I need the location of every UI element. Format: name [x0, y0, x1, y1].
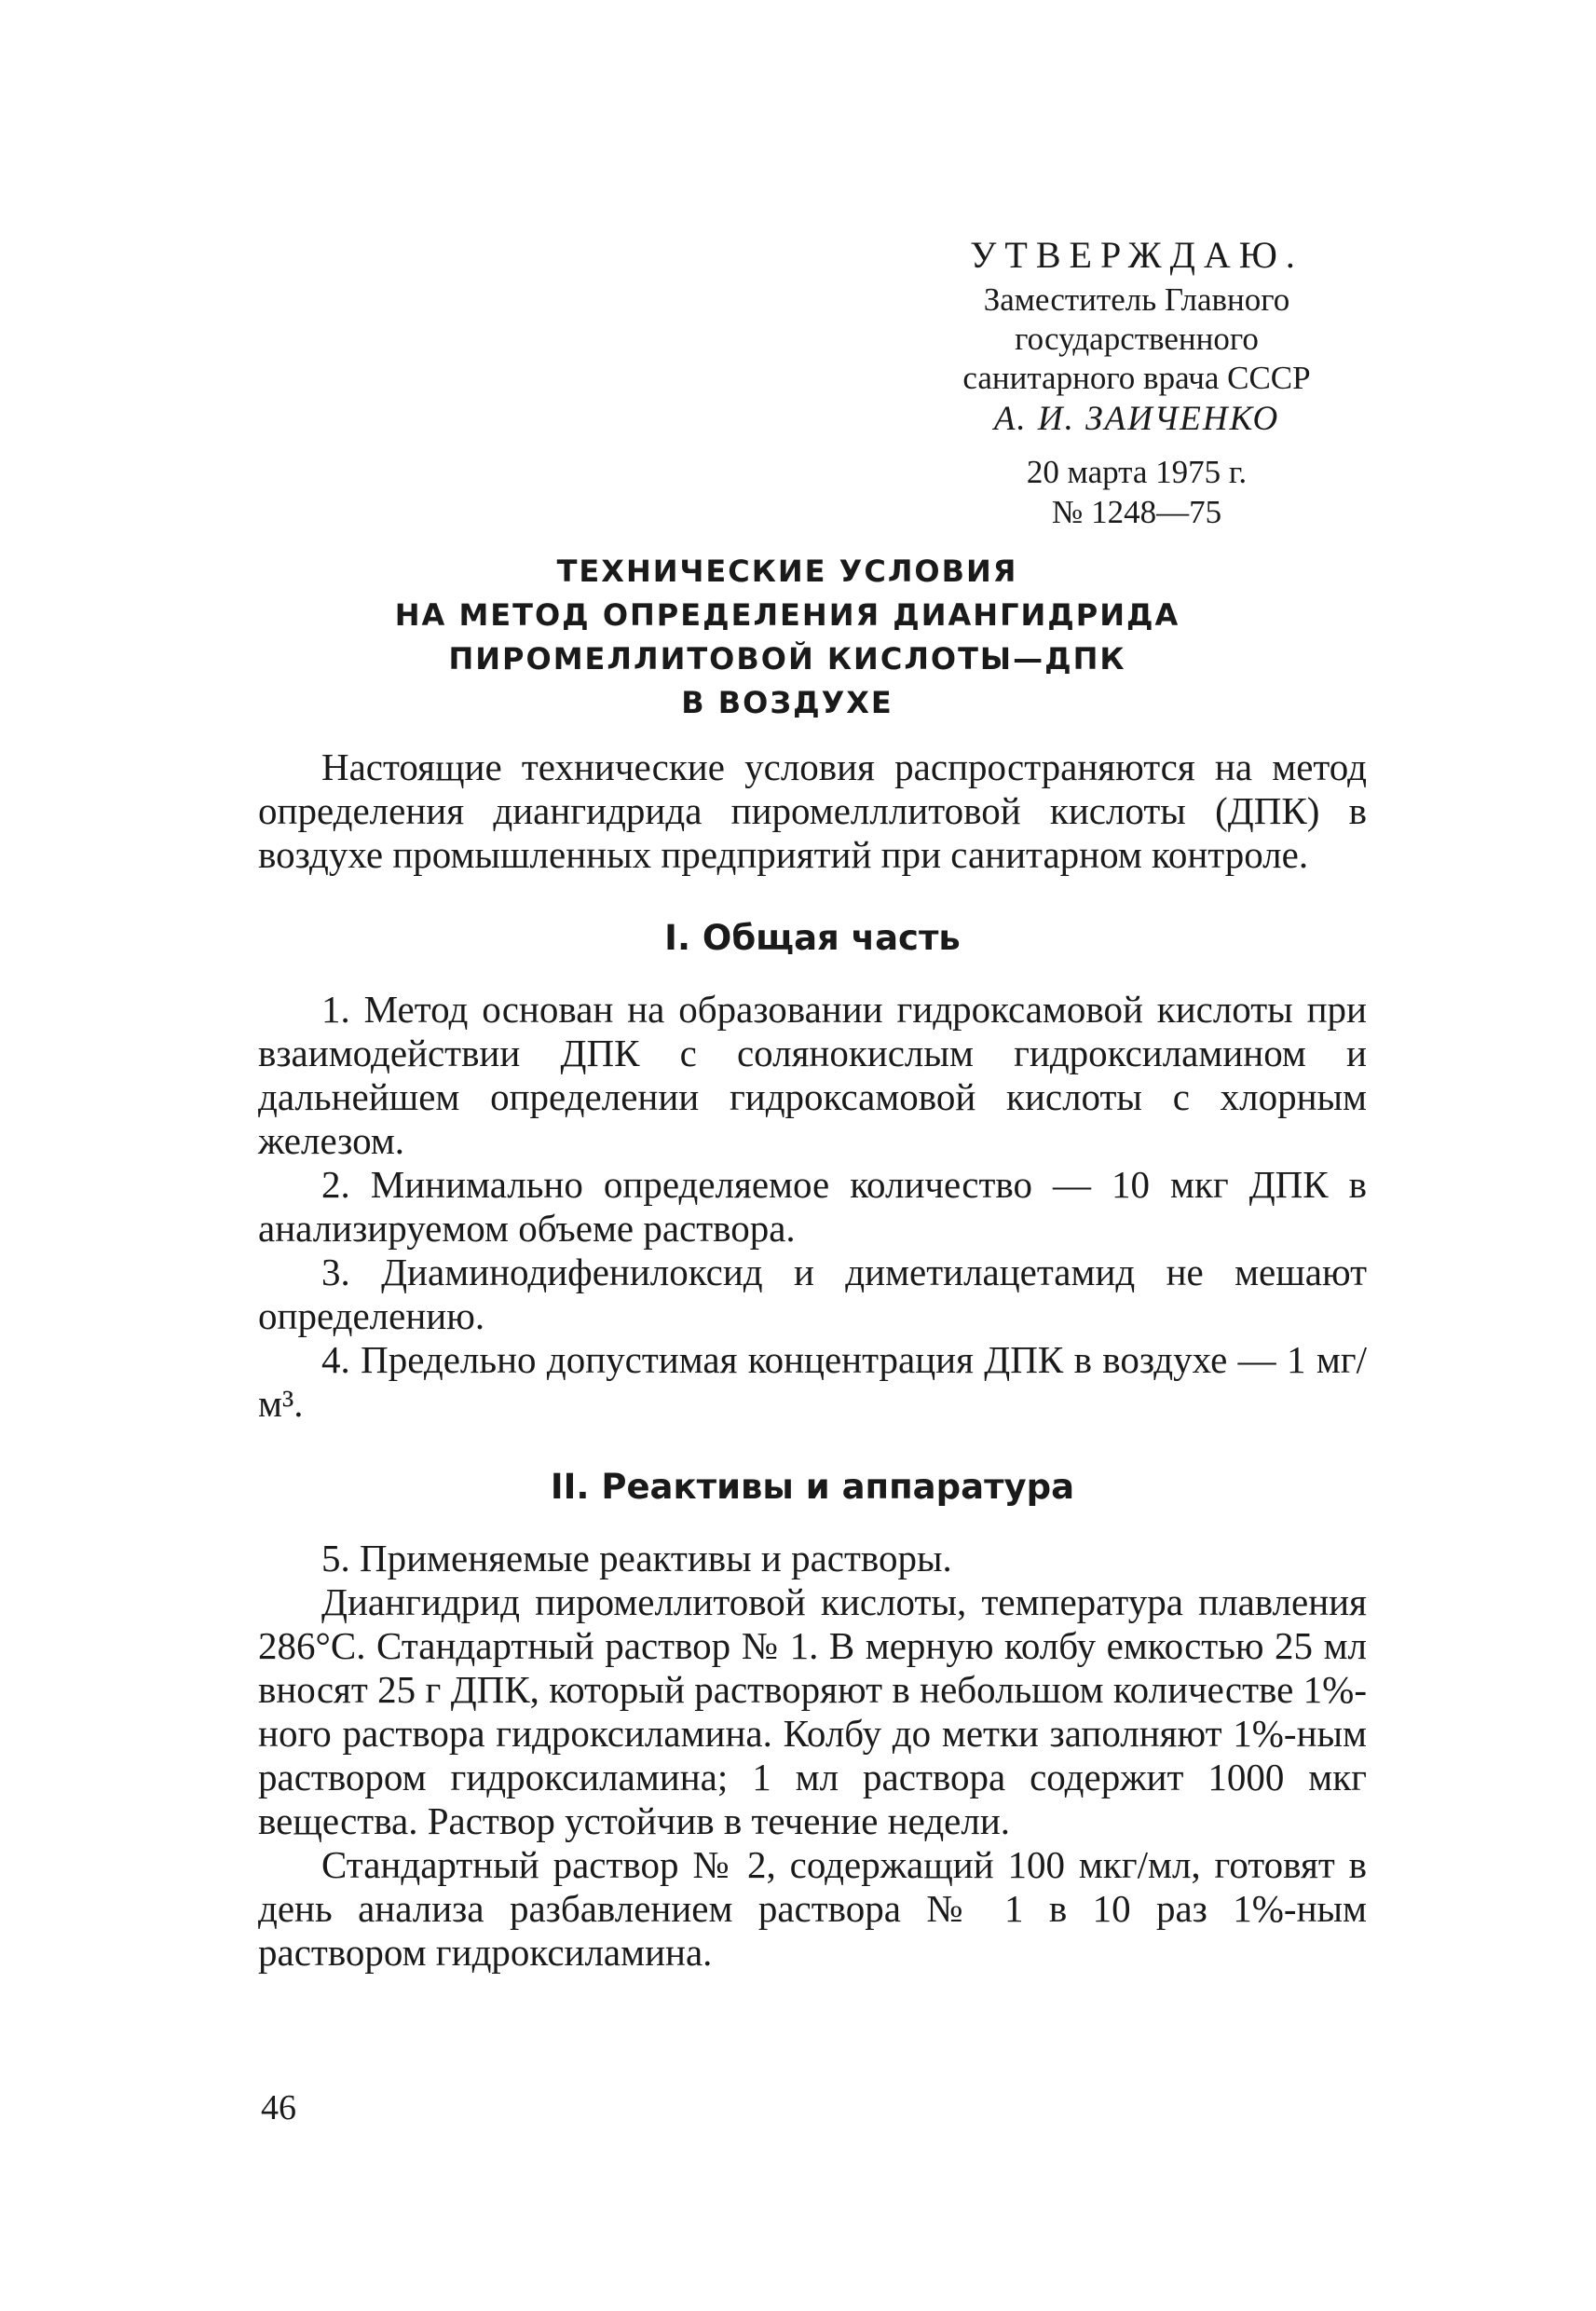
document-body: [258, 745, 1367, 1975]
section-2-paragraph: Стандартный раствор № 2, содержащий 100 мкг/мл, готовят в день анализа разбавлением раствора № 1 в 10 раз 1%-ным раствором гидроксиламина.: [258, 1843, 1367, 1974]
approval-signer: А. И. ЗАИЧЕНКО: [993, 400, 1280, 438]
document-title-line: НА МЕТОД ОПРЕДЕЛЕНИЯ ДИАНГИДРИДА: [394, 597, 1180, 633]
intro-paragraph: Настоящие технические условия распространяются на метод определения диангидрида пиромелллитовой кислоты (ДПК) в воздухе промышленных предприятий при санитарном контроле.: [258, 745, 1367, 876]
approval-number: № 1248—75: [1051, 494, 1222, 530]
approval-position-line: санитарного врача СССР: [962, 360, 1311, 396]
section-1-item: 1. Метод основан на образовании гидроксамовой кислоты при взаимодействии ДПК с солянокислым гидроксиламином и дальнейшем определении гидроксамовой кислоты с хлорным железом.: [258, 988, 1367, 1162]
approval-position-line: Заместитель Главного: [983, 281, 1290, 318]
section-2-paragraph: 5. Применяемые реактивы и растворы.: [321, 1537, 952, 1579]
approval-block: [894, 233, 1379, 532]
approval-date: 20 марта 1975 г.: [1026, 454, 1248, 490]
section-1-item: 2. Минимально определяемое количество — 10 мкг ДПК в анализируемом объеме раствора.: [258, 1163, 1367, 1250]
document-title-line: В ВОЗДУХЕ: [681, 685, 893, 720]
page-number: 46: [261, 2088, 296, 2127]
section-1-item: 4. Предельно допустимая концентрация ДПК в воздухе — 1 мг/м³.: [258, 1338, 1367, 1425]
section-1-item: 3. Диаминодифенилоксид и диметилацетамид не мешают определению.: [258, 1251, 1367, 1337]
spacer: [258, 1509, 1367, 1537]
document-title: [261, 550, 1314, 725]
section-1-heading: I. Общая часть: [664, 918, 961, 958]
document-title-line: ПИРОМЕЛЛИТОВОЙ КИСЛОТЫ—ДПК: [448, 641, 1126, 677]
approval-position-line: государственного: [1015, 321, 1259, 357]
section-2-paragraph: Диангидрид пиромеллитовой кислоты, температура плавления 286°С. Стандартный раствор № 1. В мерную колбу емкостью 25 мл вносят 25 г ДПК, который растворяют в небольшом количестве 1%-ного раствора гидроксиламина. Колбу до метки заполняют 1%-ным раствором гидроксиламина; 1 мл раствора содержит 1000 мкг вещества. Раствор устойчив в течение недели.: [258, 1580, 1367, 1842]
document-title-line: ТЕХНИЧЕСКИЕ УСЛОВИЯ: [556, 554, 1018, 589]
spacer: [258, 1426, 1367, 1465]
spacer: [258, 877, 1367, 916]
approval-heading: УТВЕРЖДАЮ.: [970, 234, 1303, 276]
spacer: [258, 960, 1367, 988]
section-2-heading: II. Реактивы и аппаратура: [550, 1467, 1075, 1507]
